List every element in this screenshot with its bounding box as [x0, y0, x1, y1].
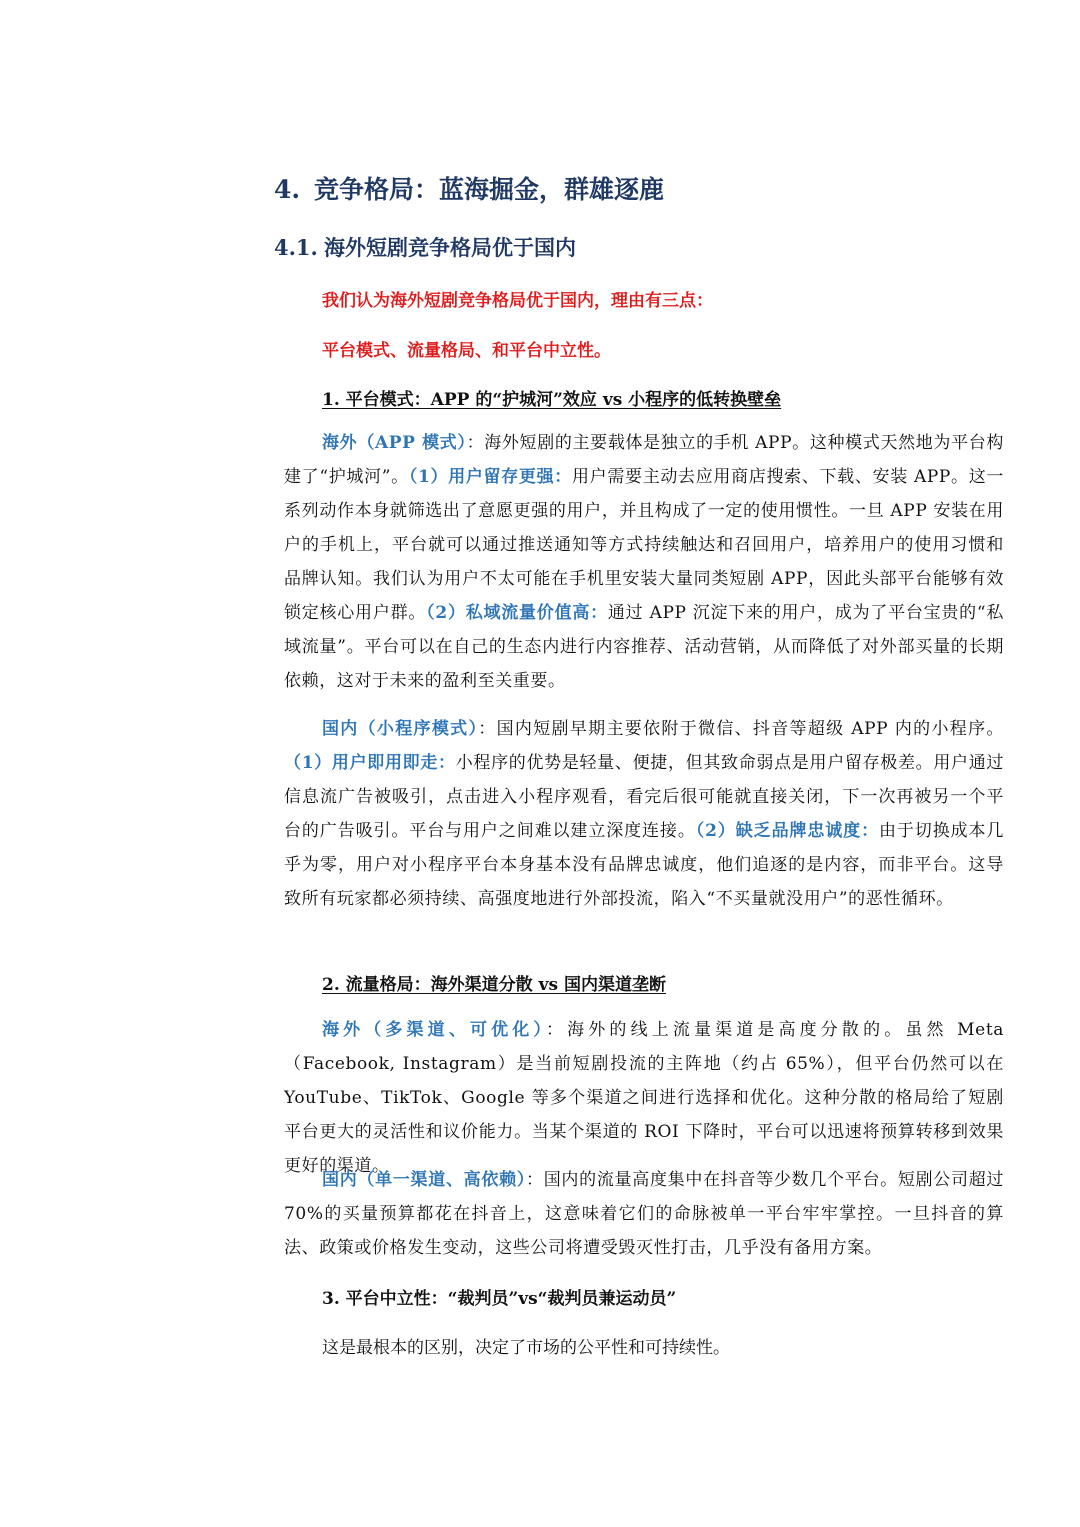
domestic-mini-text-2: 小程序的优势是轻量、便捷，但其致命弱点是用户留存极差。用户通过信息流广告被吸引，点击进入小程序观看，看完后很可能就直接关闭，下一次再被另一个平台的广告吸引。平台与用户之间难以建立深度连接。: [284, 753, 1004, 841]
paragraph-overseas-app: [284, 426, 1004, 698]
domestic-traffic-text: ：国内的流量高度集中在抖音等少数几个平台。短剧公司超过 70%的买量预算都花在抖音上，这意味着它们的命脉被单一平台牢牢掌控。一旦抖音的算法、政策或价格发生变动，这些公司将遭受毁灭性打击，几乎没有备用方案。: [284, 1170, 1004, 1258]
chapter-heading: [274, 170, 664, 206]
overseas-app-text-2: 用户需要主动去应用商店搜索、下载、安装 APP。这一系列动作本身就筛选出了意愿更强的用户，并且构成了一定的使用惯性。一旦 APP 安装在用户的手机上，平台就可以通过推送通知等方式持续触达和召回用户，培养用户的使用习惯和品牌认知。我们认为用户不太可能在手机里安装大量同类短剧 APP，因此头部平台能够有效锁定核心用户群。: [284, 467, 1004, 623]
intro-line-1: 我们认为海外短剧竞争格局优于国内，理由有三点：: [322, 291, 713, 311]
overseas-app-label: 海外（APP 模式）: [322, 433, 467, 453]
section-number: 4.1.: [274, 235, 318, 260]
overseas-app-point-2: （2）私域流量价值高：: [426, 603, 608, 623]
subsection-3-text: 这是最根本的区别，决定了市场的公平性和可持续性。: [322, 1338, 730, 1358]
subsection-2-title: 2. 流量格局：海外渠道分散 vs 国内渠道垄断: [322, 975, 666, 995]
chapter-title: 竞争格局：蓝海掘金，群雄逐鹿: [314, 175, 665, 204]
subsection-3-title: 3. 平台中立性：“裁判员”vs“裁判员兼运动员”: [322, 1289, 677, 1309]
overseas-traffic-text: ：海外的线上流量渠道是高度分散的。虽然 Meta（Facebook, Instagram）是当前短剧投流的主阵地（约占 65%），但平台仍然可以在 YouTube、TikTok、Google 等多个渠道之间进行选择和优化。这种分散的格局给了短剧平台更大的灵活性和议价能力。当某个渠道的 ROI 下降时，平台可以迅速将预算转移到效果更好的渠道。: [284, 1020, 1004, 1176]
overseas-app-text-1: ：海外短剧的主要载体是独立的手机 APP。这种模式天然地为平台构建了“护城河”。: [284, 433, 1004, 487]
paragraph-domestic-traffic: [284, 1163, 1004, 1265]
intro-line-2: 平台模式、流量格局、和平台中立性。: [322, 341, 611, 361]
domestic-mini-text-3: 由于切换成本几乎为零，用户对小程序平台本身基本没有品牌忠诚度，他们追逐的是内容，而非平台。这导致所有玩家都必须持续、高强度地进行外部投流，陷入“不买量就没用户”的恶性循环。: [284, 821, 1004, 909]
paragraph-domestic-miniprogram: [284, 712, 1004, 916]
overseas-app-text-3: 通过 APP 沉淀下来的用户，成为了平台宝贵的“私域流量”。平台可以在自己的生态内进行内容推荐、活动营销，从而降低了对外部买量的长期依赖，这对于未来的盈利至关重要。: [284, 603, 1004, 691]
overseas-app-point-1: （1）用户留存更强：: [408, 467, 572, 487]
subsection-1-title: 1. 平台模式：APP 的“护城河”效应 vs 小程序的低转换壁垒: [322, 390, 782, 410]
section-heading: [274, 232, 576, 262]
domestic-mini-label: 国内（小程序模式）: [322, 719, 479, 739]
domestic-mini-point-1: （1）用户即用即走：: [284, 753, 456, 773]
section-title: 海外短剧竞争格局优于国内: [324, 235, 576, 260]
domestic-traffic-label: 国内（单一渠道、高依赖）: [322, 1170, 526, 1190]
paragraph-overseas-traffic: [284, 1013, 1004, 1183]
chapter-number: 4.: [274, 175, 301, 204]
overseas-traffic-label: 海外（多渠道、可优化）: [322, 1020, 547, 1040]
domestic-mini-point-2: （2）缺乏品牌忠诚度：: [695, 821, 879, 841]
domestic-mini-text-1: ：国内短剧早期主要依附于微信、抖音等超级 APP 内的小程序。: [478, 719, 1005, 739]
